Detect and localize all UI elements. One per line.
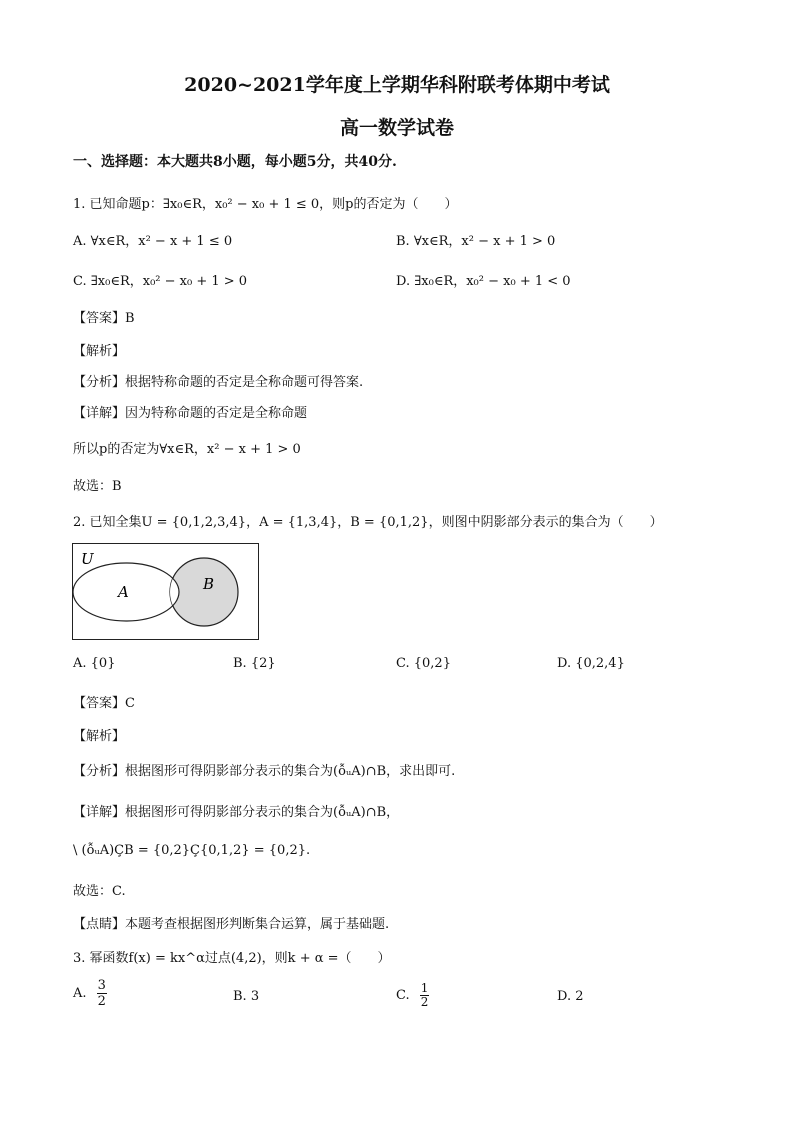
- section-heading: 一、选择题：本大题共8小题，每小题5分，共40分.: [73, 154, 397, 170]
- page-title: 2020~2021学年度上学期华科附联考体期中考试: [184, 74, 610, 96]
- venn-label-u: U: [81, 550, 94, 568]
- q3-option-c-fraction: [420, 982, 430, 1009]
- q1-option-a: A. ∀x∈R，x² − x + 1 ≤ 0: [73, 234, 233, 249]
- page-subtitle: 高一数学试卷: [339, 117, 454, 139]
- q2-fenxi: 【分析】根据图形可得阴影部分表示的集合为(ỗᵤA)∩B，求出即可.: [73, 764, 456, 779]
- q2-dianjing: 【点睛】本题考查根据图形判断集合运算，属于基础题.: [73, 917, 390, 932]
- q3-option-b: B. 3: [233, 989, 260, 1004]
- q1-option-b: B. ∀x∈R，x² − x + 1 > 0: [396, 234, 556, 249]
- q3-option-a-fraction: [97, 978, 107, 1009]
- q3-option-c-denominator: 2: [420, 995, 429, 1009]
- q1-conclusion: 所以p的否定为∀x∈R，x² − x + 1 > 0: [73, 442, 301, 457]
- q3-option-d: D. 2: [557, 989, 584, 1004]
- q1-answer: 【答案】B: [73, 311, 135, 326]
- q3-option-a-denominator: 2: [97, 994, 106, 1009]
- q1-stem: 1. 已知命题p：∃x₀∈R，x₀² − x₀ + 1 ≤ 0，则p的否定为（ ）: [73, 197, 458, 212]
- q1-fenxi: 【分析】根据特称命题的否定是全称命题可得答案.: [73, 375, 364, 390]
- q2-answer: 【答案】C: [73, 696, 135, 711]
- q3-option-c-numerator: 1: [420, 981, 429, 995]
- venn-label-a: A: [118, 583, 129, 601]
- q3-stem: 3. 幂函数f(x) = kx^α过点(4,2)，则k + α =（ ）: [73, 951, 391, 966]
- q2-choose: 故选：C.: [73, 884, 126, 899]
- q3-option-a-label: A.: [73, 986, 87, 1001]
- q1-option-c: C. ∃x₀∈R，x₀² − x₀ + 1 > 0: [73, 274, 248, 289]
- q2-option-c: C. {0,2}: [396, 656, 451, 671]
- q2-option-b: B. {2}: [233, 656, 276, 671]
- q3-option-c: [396, 982, 429, 1009]
- q3-option-a: [73, 978, 107, 1009]
- venn-label-b: B: [203, 575, 215, 593]
- q2-analysis-label: 【解析】: [73, 729, 126, 744]
- q3-option-a-numerator: 3: [97, 978, 106, 993]
- q2-stem: 2. 已知全集U = {0,1,2,3,4}，A = {1,3,4}，B = {0,1,2}，则图中阴影部分表示的集合为（ ）: [73, 515, 663, 530]
- q2-option-a: A. {0}: [73, 656, 116, 671]
- venn-diagram: [72, 543, 260, 641]
- q3-option-c-label: C.: [396, 988, 410, 1003]
- q2-computation: \ (ỗᵤA)ÇB = {0,2}Ç{0,1,2} = {0,2}.: [73, 843, 311, 858]
- q1-xiangjie: 【详解】因为特称命题的否定是全称命题: [73, 406, 308, 421]
- q2-option-d: D. {0,2,4}: [557, 656, 625, 671]
- q1-choose: 故选：B: [73, 479, 122, 494]
- q1-analysis-label: 【解析】: [73, 344, 126, 359]
- q1-option-d: D. ∃x₀∈R，x₀² − x₀ + 1 < 0: [396, 274, 571, 289]
- q2-xiangjie: 【详解】根据图形可得阴影部分表示的集合为(ỗᵤA)∩B，: [73, 805, 400, 820]
